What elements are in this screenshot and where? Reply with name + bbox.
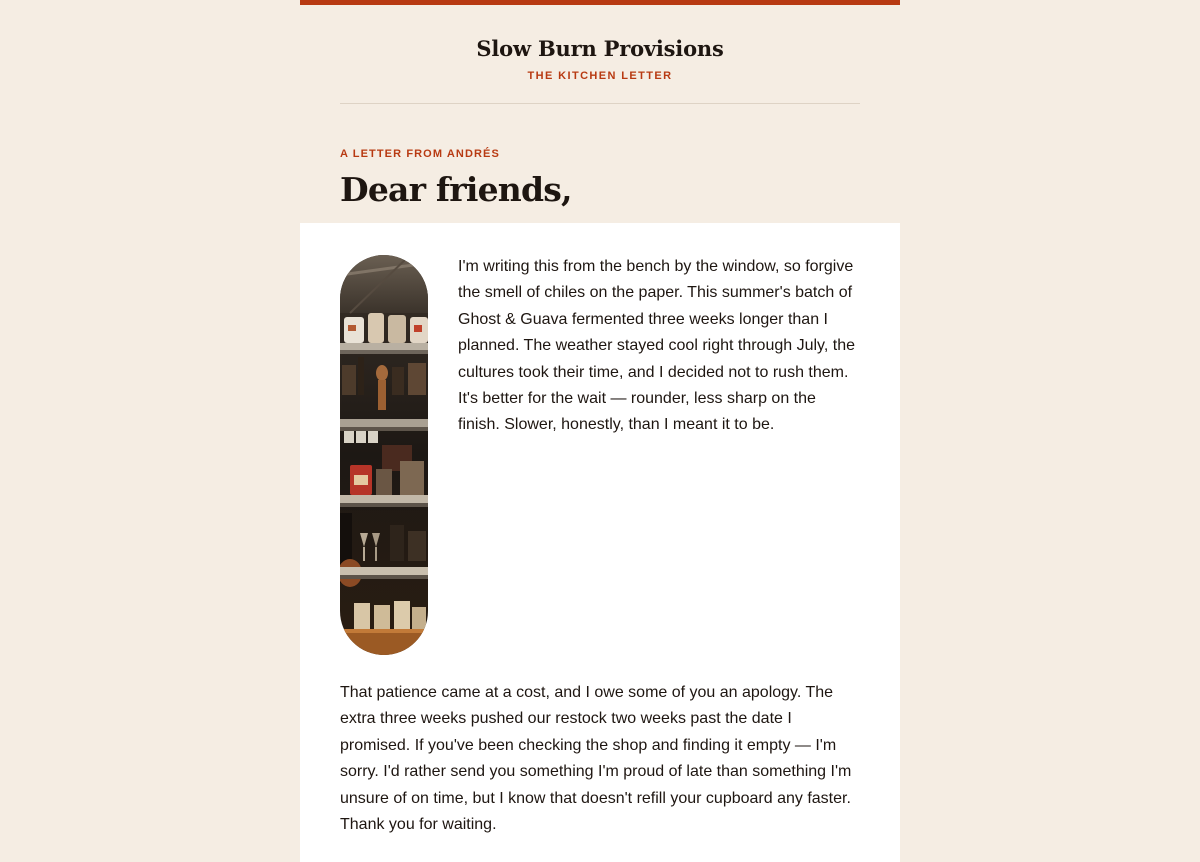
letter-eyebrow: A LETTER FROM ANDRÉS [340,148,500,160]
newsletter-page [300,0,900,862]
letter-intro [340,255,860,655]
letter-greeting: Dear friends, [340,170,572,209]
letter-body [300,223,900,862]
letter-paragraph-2: That patience came at a cost, and I owe some of you an apology. The extra three weeks pushed our restock two weeks past the date I promised. If you've been checking the shop and finding it empty — I'm sorry. I'd rather send you something I'm proud of late than something I'm unsure of on time, but I know that doesn't refill your cupboard any faster. Thank you for waiting. [340,684,852,834]
masthead [300,5,900,223]
letter-paragraph-1: I'm writing this from the bench by the window, so forgive the smell of chiles on the paper. This summer's batch of Ghost & Guava fermented three weeks longer than I planned. The weather stayed cool right through July, the cultures took their time, and I decided not to rush them. It's better for the wait — rounder, less sharp on the finish. Slower, honestly, than I meant it to be. [458,258,855,434]
header-divider [340,103,860,104]
newsletter-subtitle: THE KITCHEN LETTER [527,70,673,82]
kitchen-shelves-photo [340,255,428,655]
brand-name: Slow Burn Provisions [476,36,724,61]
